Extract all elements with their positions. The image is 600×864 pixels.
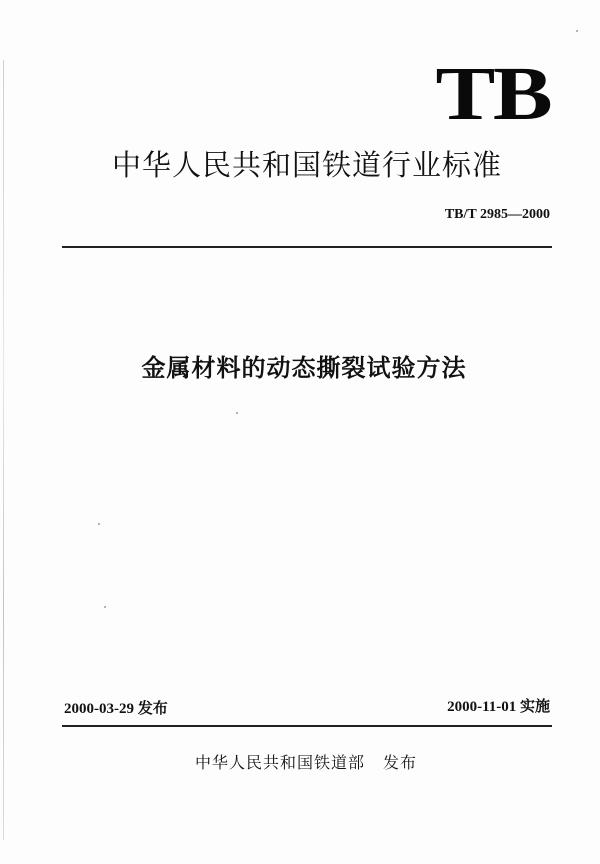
- scan-speck: [98, 523, 100, 525]
- publisher-name: 中华人民共和国铁道部: [194, 753, 365, 772]
- publisher-action: 发布: [383, 753, 418, 772]
- standard-category-title: 中华人民共和国铁道行业标准: [111, 148, 502, 182]
- scan-speck: [576, 30, 578, 32]
- publisher-line: [0, 750, 600, 773]
- document-title: 金属材料的动态撕裂试验方法: [141, 354, 467, 382]
- implementation-date: 2000-11-01 实施: [447, 699, 550, 715]
- standard-code: TB/T 2985—2000: [444, 207, 550, 222]
- top-divider: [62, 246, 552, 248]
- scan-speck: [236, 412, 238, 414]
- bottom-divider: [62, 725, 552, 727]
- issue-date: 2000-03-29 发布: [64, 701, 168, 717]
- tb-logo: TB: [435, 52, 550, 136]
- scan-speck: [104, 606, 106, 608]
